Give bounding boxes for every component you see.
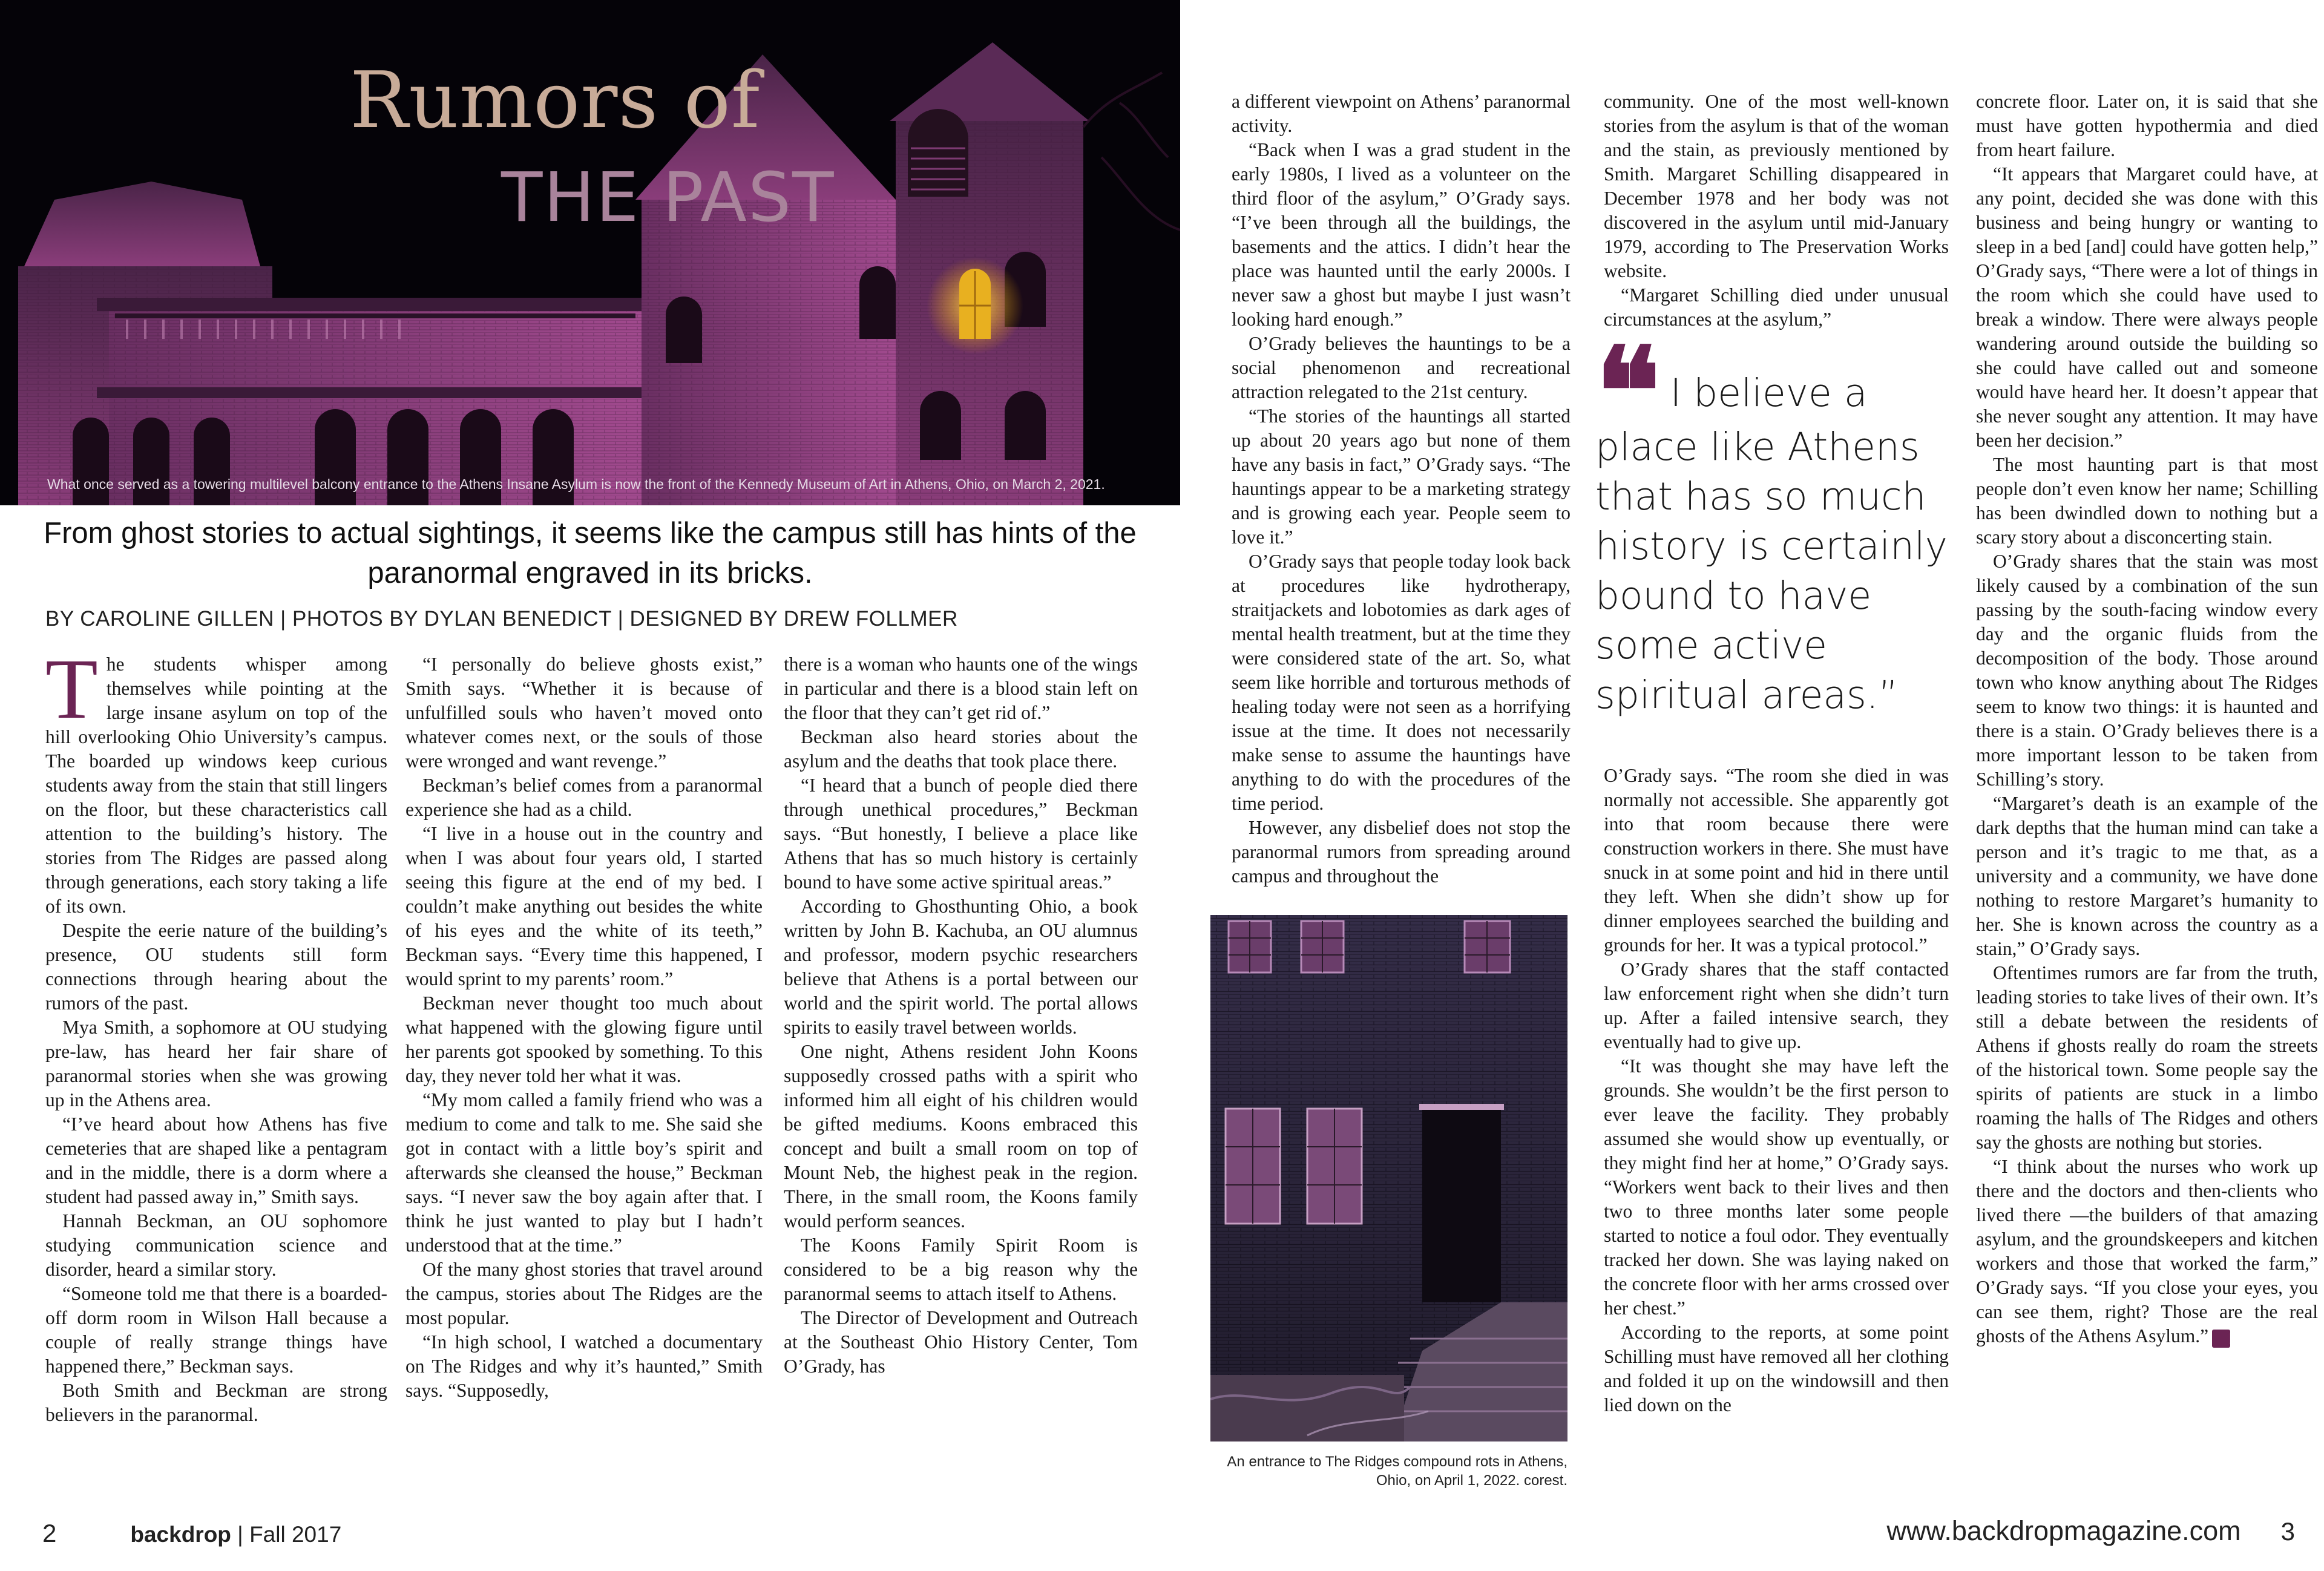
paragraph: “Back when I was a grad student in the early 1980s, I lived as a volunteer on the third floor of the asylum,” O’Grady says. “I’ve been through all the buildings, the basements and the attics. I didn’t hear the place was haunted until the early 2000s. I never saw a ghost but maybe I just wasn’t looking hard enough.”: [1232, 139, 1571, 330]
footer-right: [1886, 1515, 2295, 1547]
paragraph: community. One of the most well-known stories from the asylum is that of the woman and the stain, as previously mentioned by Smith. Margaret Schilling disappeared in December 1978 and her body was not discovered in the asylum until mid-January 1979, according to The Preservation Works website.: [1604, 91, 1949, 281]
paragraph: O’Grady says that people today look back at procedures like hydrotherapy, straitjackets and lobotomies as dark ages of mental health treatment, but at the time they were considered state of the art. So, what seem like horrible and torturous methods of healing today were not seen as a horrifying issue at the time. It does not necessarily make sense to assume the hauntings have anything to do with the procedures of the time period.: [1232, 551, 1571, 814]
paragraph: O’Grady shares that the stain was most likely caused by a combination of the sun passing by the south-facing window every day and the organic fluids from the decomposition of the body. Those around town who know anything about The Ridges seem to know two things: it is haunted and there is a stain. O’Grady believes there is a more important lesson to be taken from Schilling’s story.: [1976, 551, 2318, 790]
ridges-entrance-illustration: [1210, 915, 1567, 1441]
paragraph: “I live in a house out in the country and when I was about four years old, I started seeing this figure at the end of my bed. I couldn’t make anything out besides the white of his eyes and the white of its teeth,” Beckman says. “Every time this happened, I would sprint to my parents’ room.”: [405, 823, 763, 989]
paragraph: “It was thought she may have left the grounds. She wouldn’t be the first person to ever leave the facility. They probably assumed she would show up eventually, or they might find her at home,” O’Grady says. “Workers went back to their lives and then two to three months later some people started to notice a foul odor. They eventually tracked her down. She was laying naked on the concrete floor with her arms crossed over her chest.”: [1604, 1055, 1949, 1319]
paragraph: O’Grady says. “The room she died in was normally not accessible. She apparently got into that room because there were construction workers in there. She must have snuck in at some point and hid in there until they left. When she didn’t show up for dinner employees searched the building and grounds for her. It was a typical protocol.”: [1604, 765, 1949, 956]
paragraph: According to Ghosthunting Ohio, a book written by John B. Kachuba, an OU alumnus and professor, modern psychic researchers believe that Athens is a portal between our world and the spirit world. The portal allows spirits to easily travel between worlds.: [784, 896, 1138, 1038]
paragraph: “I think about the nurses who work up there and the doctors and then-clients who lived there —the builders of that amazing asylum, and the groundskeepers and kitchen workers and those that worked the farm,” O’Grady says. “If you close your eyes, you can see them, right? Those are the real ghosts of the Athens Asylum.” b: [1976, 1156, 2318, 1348]
paragraph: “I’ve heard about how Athens has five cemeteries that are shaped like a pentagram and in the middle, there is a dorm where a student had passed away in,” Smith says.: [45, 1113, 387, 1207]
hero-photo-caption: What once served as a towering multilevel balcony entrance to the Athens Insane Asylum is now the front of the Kennedy Museum of Art in Athens, Ohio, on March 2, 2021.: [47, 476, 1105, 492]
paragraph: However, any disbelief does not stop the paranormal rumors from spreading around campus and throughout the: [1232, 817, 1571, 887]
paragraph: Of the many ghost stories that travel around the campus, stories about The Ridges are the most popular.: [405, 1259, 763, 1328]
paragraph: The students whisper among themselves while pointing at the large insane asylum on top of the hill overlooking Ohio University’s campus. The boarded up windows keep curious students away from the stain that still lingers on the floor, but these characteristics call attention to the building’s history. The stories from The Ridges are passed along through generations, each story taking a life of its own.: [45, 641, 387, 917]
page-number-right: 3: [2280, 1517, 2295, 1546]
paragraph: Hannah Beckman, an OU sophomore studying communication science and disorder, heard a similar story.: [45, 1210, 387, 1280]
paragraph: Oftentimes rumors are far from the truth, leading stories to take lives of their own. It’s still a debate between the residents of Athens if ghosts really do roam the streets of the historical town. Some people say the spirits of patients are stuck in a limbo roaming the halls of The Ridges and others say the ghosts are nothing but stories.: [1976, 962, 2318, 1153]
headline-line2: THE PAST: [501, 159, 835, 237]
paragraph: Beckman’s belief comes from a paranormal experience she had as a child.: [405, 775, 763, 820]
subheadline: From ghost stories to actual sightings, it seems like the campus still has hints of the paranormal engraved in its bricks.: [44, 517, 1137, 589]
paragraph: “In high school, I watched a documentary on The Ridges and why it’s haunted,” Smith says. “Supposedly,: [405, 1331, 763, 1401]
article-column-1: [45, 641, 387, 1427]
paragraph: The most haunting part is that most people don’t even know her name; Schilling has been dwindled down to nothing but a scary story about a disconcerting stain.: [1976, 454, 2318, 548]
paragraph: O’Grady shares that the staff contacted law enforcement right when she didn’t turn up. After a failed intensive search, they eventually had to give up.: [1604, 959, 1949, 1052]
paragraph: “The stories of the hauntings all started up about 20 years ago but none of them have any basis in fact,” O’Grady says. “The hauntings appear to be a marketing strategy and is growing each year. People seem to love it.”: [1232, 405, 1571, 548]
paragraph: Beckman also heard stories about the asylum and the deaths that took place there.: [784, 726, 1138, 772]
paragraph: The Koons Family Spirit Room is considered to be a big reason why the paranormal seems to attach itself to Athens.: [784, 1235, 1138, 1304]
article-column-5-bottom: [1604, 764, 1949, 1417]
paragraph: a different viewpoint on Athens’ paranormal activity.: [1232, 91, 1571, 136]
footer-left: [42, 1519, 341, 1548]
paragraph: “Someone told me that there is a boarded-off dorm room in Wilson Hall because a couple of really strange things have happened there,” Beckman says.: [45, 1283, 387, 1377]
paragraph: Despite the eerie nature of the building’s presence, OU students still form connections through hearing about the rumors of the past.: [45, 920, 387, 1014]
paragraph: Mya Smith, a sophomore at OU studying pre-law, has heard her fair share of paranormal stories when she was growing up in the Athens area.: [45, 1017, 387, 1110]
paragraph: O’Grady believes the hauntings to be a social phenomenon and recreational attraction relegated to the 21st century.: [1232, 333, 1571, 402]
pull-quote-text: I believe a place like Athens that has so much history is certainly bound to have some active spiritual areas.”: [1595, 371, 1948, 717]
article-column-3: [784, 652, 1138, 1379]
paragraph: “Margaret Schilling died under unusual circumstances at the asylum,”: [1604, 284, 1949, 330]
magazine-brand: backdrop: [130, 1522, 231, 1547]
paragraph: there is a woman who haunts one of the wings in particular and there is a blood stain left on the floor that they can’t get rid of.”: [784, 654, 1138, 723]
byline: BY CAROLINE GILLEN | PHOTOS BY DYLAN BENEDICT | DESIGNED BY DREW FOLLMER: [45, 607, 958, 631]
headline-line1: Rumors of: [350, 56, 761, 146]
paragraph: “I heard that a bunch of people died there through unethical procedures,” Beckman says. “But honestly, I believe a place like Athens that has so much history is certainly bound to have some active spiritual areas.”: [784, 775, 1138, 893]
drop-cap: T: [45, 641, 98, 736]
article-column-4: [1232, 90, 1571, 888]
page-number-left: 2: [42, 1519, 57, 1547]
article-column-5-top: [1604, 90, 1949, 332]
hero-photo: [0, 0, 1180, 505]
paragraph: “Margaret’s death is an example of the dark depths that the human mind can take a person and it’s tragic to me that, as a university and a community, we have done nothing to restore Margaret’s humanity to her. She is known across the country as a stain,” O’Grady says.: [1976, 793, 2318, 959]
quote-mark-icon: ❝: [1595, 321, 1661, 463]
paragraph: concrete floor. Later on, it is said that she must have gotten hypothermia and died from heart failure.: [1976, 91, 2318, 160]
paragraph: The Director of Development and Outreach at the Southeast Ohio History Center, Tom O’Grady, has: [784, 1307, 1138, 1377]
paragraph: Beckman never thought too much about what happened with the glowing figure until her parents got spooked by something. To this day, they never told her what it was.: [405, 992, 763, 1086]
issue-label: | Fall 2017: [231, 1522, 342, 1547]
paragraph: According to the reports, at some point Schilling must have removed all her clothing and folded it up on the windowsill and then lied down on the: [1604, 1322, 1949, 1415]
website-link[interactable]: www.backdropmagazine.com: [1886, 1515, 2241, 1546]
ridges-entrance-photo: [1210, 915, 1567, 1441]
paragraph: One night, Athens resident John Koons supposedly crossed paths with a spirit who informed him all eight of his children would be gifted mediums. Koons embraced this concept and built a small room on top of Mount Neb, the highest peak in the region. There, in the small room, the Koons family would perform seances.: [784, 1041, 1138, 1232]
article-column-2: [405, 652, 763, 1403]
pull-quote: [1595, 321, 1971, 720]
paragraph: “It appears that Margaret could have, at any point, decided she was done with this business and being hungry or wanting to sleep in a bed [and] could have gotten help,” O’Grady says, “There were a lot of things in the room which she could have used to break a window. There were always people wandering around outside the building so she could have called out and someone would have heard her. It doesn’t appear that she never sought any attention. It may have been her decision.”: [1976, 163, 2318, 451]
ridges-photo-caption: An entrance to The Ridges compound rots in Athens, Ohio, on April 1, 2022. corest.: [1227, 1454, 1567, 1489]
paragraph: “My mom called a family friend who was a medium to come and talk to me. She said she got in contact with a little boy’s spirit and afterwards she cleansed the house,” Beckman says. “I never saw the boy again after that. I think he just wanted to play but I hadn’t understood that at the time.”: [405, 1089, 763, 1256]
article-column-6: [1976, 90, 2318, 1348]
paragraph: “I personally do believe ghosts exist,” Smith says. “Whether it is because of unfulfilled souls who haven’t moved onto whatever comes next, or the souls of those were wronged and want revenge.”: [405, 654, 763, 772]
paragraph: Both Smith and Beckman are strong believers in the paranormal.: [45, 1380, 387, 1425]
end-mark-icon: b: [2212, 1330, 2230, 1348]
